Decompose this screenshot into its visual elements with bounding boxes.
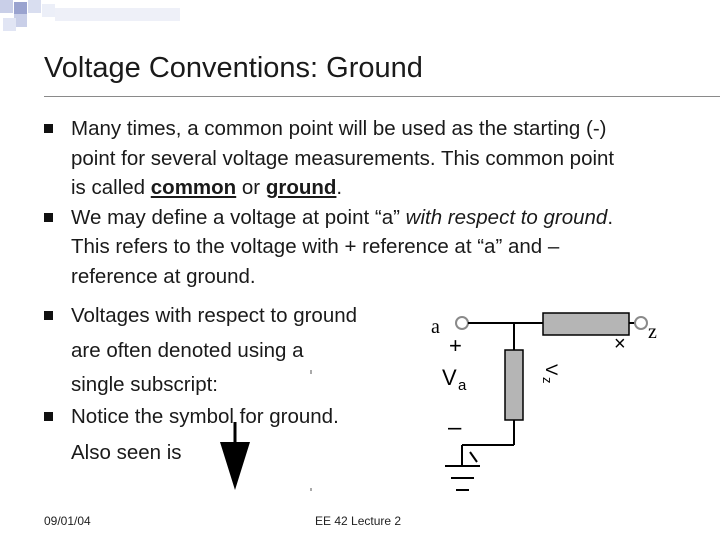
footer-date: 09/01/04: [44, 514, 91, 528]
node-z-terminal: [635, 317, 647, 329]
node-a-terminal: [456, 317, 468, 329]
text-segment: or: [236, 176, 266, 199]
node-a-label: a: [431, 316, 440, 338]
text-segment: is called: [71, 176, 151, 199]
bullet-3-line-3: single subscript:: [71, 373, 218, 396]
rotated-voltage-sub: z: [540, 377, 555, 384]
voltage-label-sub: a: [458, 377, 467, 394]
tick-mark: [470, 452, 477, 462]
resistor-top: [543, 313, 629, 335]
bullet-2-line-2: This refers to the voltage with + reference at “a” and –: [71, 235, 560, 258]
term-common: common: [150, 176, 237, 199]
footer-lecture: EE 42 Lecture 2: [315, 514, 402, 528]
node-z-label: z: [648, 321, 657, 343]
ground-symbol-icon: [445, 445, 480, 490]
cross-mark: ×: [614, 333, 626, 355]
resistor-vertical: [505, 350, 523, 420]
voltage-label-main: V: [442, 365, 457, 390]
term-ground: ground: [265, 176, 337, 199]
bullet-2-line-3: reference at ground.: [71, 265, 256, 288]
plus-sign: +: [449, 333, 462, 358]
ground-arrow-icon: [220, 422, 250, 490]
text-segment: .: [607, 206, 614, 229]
slide-title: Voltage Conventions: Ground: [44, 52, 423, 84]
bullet-1-line-1: Many times, a common point will be used as the starting (-): [71, 117, 607, 140]
text-segment: .: [336, 176, 343, 199]
rotated-voltage-main: V: [542, 364, 561, 376]
bullet-4-line-1: Notice the symbol for ground.: [71, 405, 339, 428]
rotated-voltage-label: [540, 364, 561, 384]
text-segment: We may define a voltage at point “a”: [71, 206, 406, 229]
bullet-3-line-2: are often denoted using a: [71, 339, 304, 362]
bullet-3-line-1: Voltages with respect to ground: [71, 304, 358, 327]
minus-sign: –: [448, 414, 462, 441]
bullet-4-line-2: Also seen is: [71, 441, 182, 464]
italic-phrase: with respect to ground: [405, 206, 608, 229]
bullet-1-line-2: point for several voltage measurements. This common point: [71, 147, 615, 170]
